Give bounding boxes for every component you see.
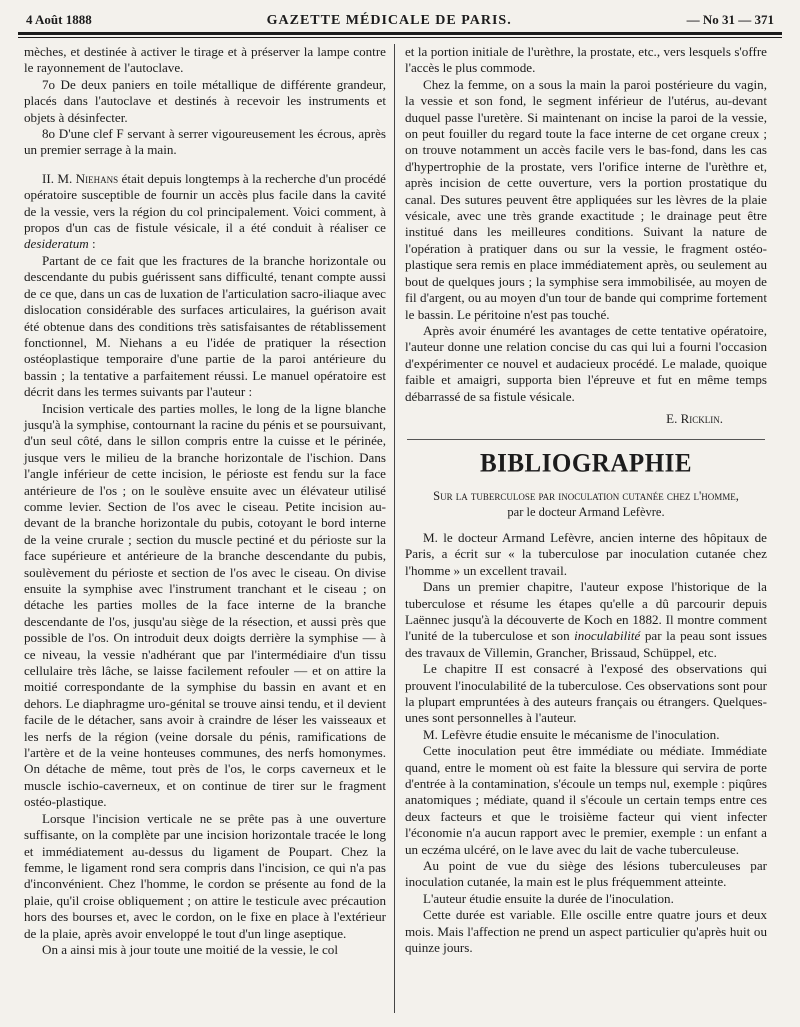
review-author: par le docteur Armand Lefèvre. xyxy=(507,504,665,519)
text-run: II. M. xyxy=(42,170,76,186)
text-run: : xyxy=(88,236,96,252)
italic-term: inoculabilité xyxy=(574,628,641,644)
paragraph: mèches, et destinée à activer le tirage et à préserver la lampe contre le rayonnement de l'autoclave. xyxy=(24,44,386,76)
paragraph: 7o De deux paniers en toile métallique de différente grandeur, placés dans l'autoclave et destinés à recevoir les instruments et objets à désinfecter. xyxy=(24,76,386,125)
author-signature: E. Ricklin. xyxy=(666,410,723,426)
paragraph: Au point de vue du siège des lésions tuberculeuses par inoculation cutanée, la main est le plus fréquemment atteinte. xyxy=(405,858,767,890)
journal-title: GAZETTE MÉDICALE DE PARIS. xyxy=(266,13,512,28)
header-rule xyxy=(18,32,782,35)
paragraph: 8o D'une clef F servant à serrer vigoureusement les écrous, après un premier serrage à la main. xyxy=(24,126,386,158)
paragraph: M. le docteur Armand Lefèvre, ancien interne des hôpitaux de Paris, a écrit sur « la tuberculose par inoculation cutanée chez l'homme » un excellent travail. xyxy=(405,529,767,578)
paragraph: Incision verticale des parties molles, le long de la ligne blanche jusqu'à la symphise, contournant la racine du pénis et se poursuivant, d'un seul côté, dans le sillon compris entre la cuisse et le périnée, jusque vers le milieu de la branche horizontale de l'ischion. Dans l'angle inférieur de cette incision, le périoste est fendu sur la face antérieure de l'os ; on le soulève ensuite avec un élévateur utilisé comme levier. Section de l'os avec le ciseau. Petite incision au-devant de la branche horizontale du pubis, cotoyant le bord interne de la veine crurale ; section du muscle pectiné et du périoste sur la face supérieure et antérieure de la branche descendante du pubis, soulèvement du périoste et section de l'os avec le ciseau. On divise ensuite la symphise avec l'instrument tranchant et le ciseau ; on détache les parties molles de la face interne de la branche descendante de l'os, jusqu'au siège de la résection, et aussi près que possible de l'os. On introduit deux doigts derrière la symphise — à ce niveau, la vessie n'adhérant que par l'intermédiaire d'un tissu cellulaire très lâche, se laisse facilement refouler — et on attire la moitié correspondante de la symphise du bassin en avant et en dehors. Le diaphragme uro-génital se trouve ainsi tendu, et il devient facile de le détacher, sans avoir à craindre de léser les vaisseaux et les nerfs de la région (veine dorsale du pénis, ramifications de l'artère et de la veine honteuses communes, des nerfs homonymes. On détache de même, tout près de l'os, le corps caverneux et le muscle ischio-caverneux, et on continue de tirer sur le fragment ostéo-plastique. xyxy=(24,400,386,810)
paragraph: Partant de ce fait que les fractures de la branche horizontale ou descendante du pubis guérissent sans difficulté, tenant compte aussi de ce que, dans un cas de luxation de l'articulation sacro-iliaque avec dislocation considérable des surfaces articulaires, la guérison avait été obtenue dans des conditions très satisfaisantes de rétablissement fonctionnel, M. Niehans a eu l'idée de pratiquer la résection ostéoplastique temporaire d'une partie de la paroi antérieure du bassin ; la tentative a parfaitement réussi. Le manuel opératoire est décrit dans les termes suivants par l'auteur : xyxy=(24,252,386,400)
section-separator xyxy=(407,439,765,440)
issue-page-number: — No 31 — 371 xyxy=(686,12,774,27)
section-subtitle xyxy=(405,488,767,520)
paragraph: L'auteur étudie ensuite la durée de l'inoculation. xyxy=(423,890,674,906)
text-run: Dans un premier chapitre, l'auteur expose l'historique de la tuberculose et résume les étapes qu'elle a dû parcourir depuis Laënnec jusqu'à la découverte de Koch en 1882. Il montre comment l'unité de la tuberculose et son xyxy=(405,579,767,644)
left-column xyxy=(14,38,394,1013)
paragraph: Après avoir énuméré les avantages de cette tentative opératoire, l'auteur donne une relation concise du cas qui lui a fourni l'occasion d'expérimenter ce nouvel et audacieux procédé. Le malade, quoique faible et amaigri, supporta bien l'épreuve et fut en même temps débarrassé de sa fistule vésicale. xyxy=(405,322,767,404)
paragraph xyxy=(405,579,767,661)
section-title: BIBLIOGRAPHIE xyxy=(479,449,693,478)
paragraph: et la portion initiale de l'urèthre, la prostate, etc., vers lesquels s'offre l'accès le plus commode. xyxy=(405,44,767,76)
paragraph: Le chapitre II est consacré à l'exposé des observations qui prouvent l'inoculabilité de la tuberculose. Ces observations sont pour la plupart empruntées à des auteurs français ou étrangers. Quelques-unes sont personnelles à l'auteur. xyxy=(405,661,767,726)
text-run: était depuis longtemps à la recherche d'un procédé opératoire susceptible de fournir un accès plus facile dans la cavité de la vessie, vers la région du col principalement. Voici comment, à propos d'un cas de fistule vésicale, il a été conduit à réaliser ce xyxy=(24,170,386,236)
paragraph: Chez la femme, on a sous la main la paroi postérieure du vagin, la vessie et son fond, le segment inférieur de l'utérus, au-devant duquel passe l'uretère. Si maintenant on incise la paroi de la vessie, on peut fouiller du regard toute la face interne de cet organe creux ; on trouve notamment un accès facile vers le bas-fond, dans les cas d'hypertrophie de la prostate, vers l'orifice interne de l'urèthre et, après incision de cette ouverture, vers la portion prostatique du canal. Des sutures peuvent être appliquées sur les lèvres de la plaie vésicale, avec une très grande exactitude ; le drainage peut être institué dans les meilleures conditions. Suivant la nature de l'opération à pratiquer dans ou sur la vessie, le fragment ostéo-plastique sera remis en place immédiatement après, ou seulement au bout de quelques jours ; la symphise sera immobilisée, au moyen de fil d'argent, ou au moyen d'un tour de bande qui comprime fortement le bassin. Le péritoine n'est pas touché. xyxy=(405,76,767,322)
paragraph: Lorsque l'incision verticale ne se prête pas à une ouverture suffisante, on la complète par une incision horizontale tracée le long et immédiatement au-dessus du ligament de Poupart. Chez la femme, le ligament rond sera compris dans l'incision, ce qui n'a pas d'inconvénient. Chez l'homme, le cordon se présente au fond de la plaie, qu'il croise obliquement ; on attire le testicule avec précaution hors des bourses et, avec le cordon, on le fixe en place à l'extérieur de la plaie, après avoir enveloppé le tout d'un linge aseptique. xyxy=(24,810,386,941)
page-header xyxy=(14,12,786,32)
paragraph xyxy=(24,171,386,253)
paragraph: M. Lefèvre étudie ensuite le mécanisme de l'inoculation. xyxy=(423,726,720,742)
text-columns xyxy=(14,38,786,1013)
paragraph: Cette inoculation peut être immédiate ou médiate. Immédiate quand, entre le moment où est faite la blessure qui servira de porte d'entrée à la contamination, s'écoule un temps nul, exemple : piqûres anatomiques ; médiate, quand il s'écoule un certain temps entre ces deux facteurs et que le troisième facteur qui vient infecter l'économie n'a aucun rapport avec le premier, exemple : un enfant a un eczéma ulcéré, on le lave avec du lait de vache tuberculeuse. xyxy=(405,743,767,857)
issue-date: 4 Août 1888 xyxy=(26,12,92,27)
review-title: Sur la tuberculose par inoculation cutanée chez l'homme, xyxy=(433,488,739,503)
paragraph: On a ainsi mis à jour toute une moitié de la vessie, le col xyxy=(42,941,338,957)
italic-term: desideratum xyxy=(24,236,89,252)
text-run: par la peau sont issues des travaux de Villemin, Grancher, Brissaud, Schüppel, etc. xyxy=(405,628,767,660)
author-name: Niehans xyxy=(75,170,119,186)
paragraph: Cette durée est variable. Elle oscille entre quatre jours et deux mois. Mais l'affection ne prend un aspect particulier qu'après huit ou quinze jours. xyxy=(405,907,767,956)
right-column xyxy=(395,38,775,1013)
